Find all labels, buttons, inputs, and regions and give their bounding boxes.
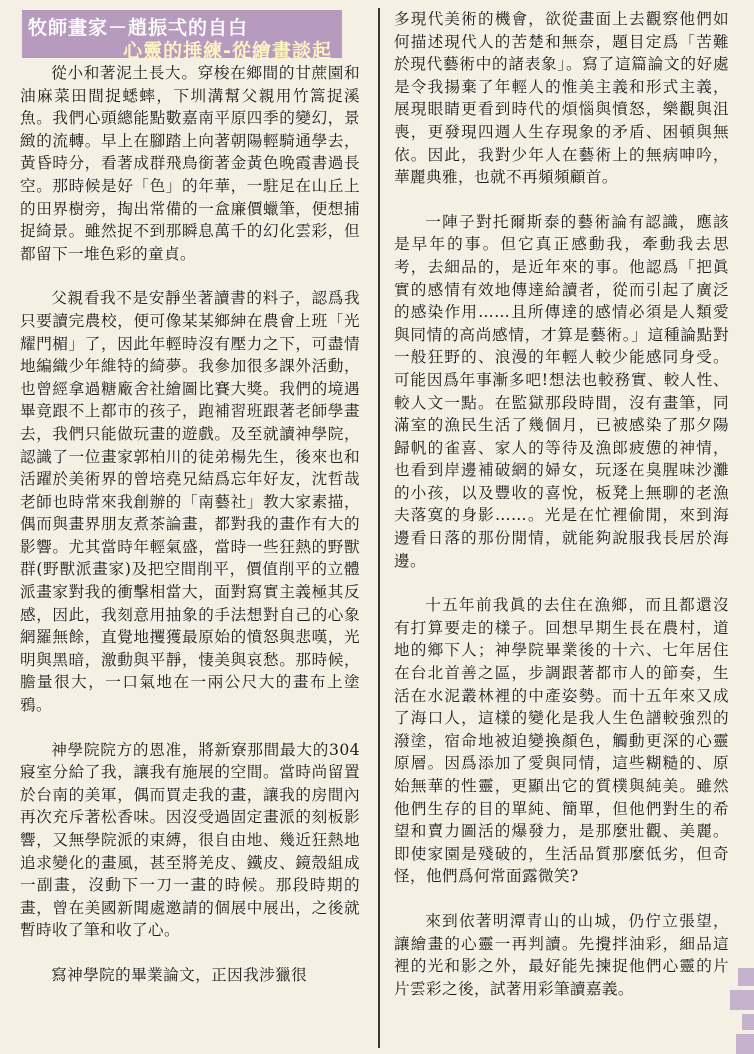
right-column: [394, 8, 729, 1000]
decorative-block: [742, 1014, 754, 1030]
paragraph: 父親看我不是安靜坐著讀書的料子，認爲我只要讀完農校，便可像某某鄉紳在農會上班「光耀門楣」了，因此年輕時沒有壓力之下，可盡情地編織少年維特的綺夢。我參加很多課外活動，也曾經拿過糖廠舍社繪圖比賽大獎。我們的境遇畢竟跟不上都市的孩子，跑補習班跟著老師學畫去，我們只能做玩畫的遊戲。及至就讀神學院，認識了一位畫家郭柏川的徒弟楊先生，後來也和活躍於美術界的曾培堯兄結爲忘年好友，沈哲哉老師也時常來我創辦的「南藝社」教大家素描，偶而與畫界朋友煮茶論畫，都對我的畫作有大的影響。尤其當時年輕氣盛，當時一些狂熱的野獸群(野獸派畫家)及把空間削平，價值削平的立體派畫家對我的衝擊相當大，面對寫實主義極其反感，因此，我刻意用抽象的手法想對自己的心象網羅無餘，直覺地攫獲最原始的憤怒與悲嘆，光明與黑暗，激動與平靜，悽美與哀愁。那時候，膽量很大，一口氣地在一兩公尺大的畫布上塗鴉。: [20, 289, 360, 715]
decorative-block: [736, 1034, 754, 1054]
paragraph: 十五年前我眞的去住在漁鄉，而且都還沒有打算要走的樣子。回想早期生長在農村，道地的鄉下人；神學院畢業後的十六、七年居住在台北首善之區，步調跟著都市人的節奏，生活在水泥叢林裡的中產姿勢。而十五年來又成了海口人，這樣的變化是我人生色譜較強烈的潑塗，宿命地被迫變換顏色，觸動更深的心靈原層。因爲添加了愛與同情，這些糊糙的、原始無華的性靈，更顯出它的質樸與純美。雖然他們生存的目的單純、簡單，但他們對生的希望和賣力圖活的爆發力，是那麼壯觀、美麗。即使家園是殘破的，生活品質那麼低劣，但奇怪，他們爲何常面露微笑?: [394, 596, 729, 886]
decorative-block: [738, 968, 754, 986]
paragraph: 來到依著明潭青山的山城，仍佇立張望，讓繪畫的心靈一再判讀。先攪拌油彩，細品這裡的光和影之外，最好能先揀捉他們心靈的片片雲彩之後，試著用彩筆讀嘉義。: [394, 911, 729, 998]
decorative-block: [730, 990, 754, 1010]
column-divider: [378, 8, 380, 1048]
paragraph: 一陣子對托爾斯泰的藝術論有認識，應該是早年的事。但它真正感動我，牽動我去思考，去細品的，是近年來的事。他認爲「把眞實的感情有效地傳達給讀者，從而引起了廣泛的感染作用……且所傳達的感情必須是人類愛與同情的高尚感情，才算是藝術。」這種論點對一般狂野的、浪漫的年輕人較少能感同身受。可能因爲年事漸多吧!想法也較務實、較人性、較人文一點。在監獄那段時間，沒有畫筆，同滿室的漁民生活了幾個月，已被感染了那夕陽歸帆的雀喜、家人的等待及漁郎疲憊的神情，也看到岸邊補破網的婦女，玩逐在臭腥味沙灘的小孩，以及豐收的喜悅，板凳上無聊的老漁夫落寞的身影……。光是在忙裡偷閒，來到海邊看日落的那份閒情，就能夠說服我長居於海邊。: [394, 212, 729, 570]
article-subtitle: 心靈的捶練-從繪畫談起: [123, 40, 332, 62]
paragraph: 多現代美術的機會，欲從畫面上去觀察他們如何描述現代人的苦楚和無奈，題目定爲「苦難於現代藝術中的諸表象」。寫了這篇論文的好處是令我揚棄了年輕人的惟美主義和形式主義，展現眼睛更看到時代的煩惱與憤怒，樂觀與沮喪，更發現四週人生存現象的矛盾、困頓與無依。因此，我對少年人在藝術上的無病呻吟，華麗典雅，也就不再頻頻顧首。: [394, 10, 729, 187]
title-banner: [22, 10, 342, 62]
paragraph: 神學院院方的恩准，將新寮那間最大的304寢室分給了我，讓我有施展的空間。當時尚留置於台南的美軍，偶而買走我的畫，讓我的房間內再次充斥著松香味。因沒受過固定畫派的刻板影響，又無學院派的束縛，很自由地、幾近狂熱地追求變化的畫風，甚至將羌皮、鐵皮、鏡殼組成一副畫，沒動下一刀一畫的時候。那段時期的畫，曾在美國新聞處邀請的個展中展出，之後就暫時收了筆和收了心。: [20, 740, 360, 940]
paragraph: 從小和著泥土長大。穿梭在鄉間的甘蔗園和油麻菜田間捉蟋蟀，下圳溝幫父親用竹篙捉溪魚。我們心頭總能點數嘉南平原四季的變幻，景緻的流轉。早上在腳踏上向著朝陽輕騎通學去，黃昏時分，看著成群飛鳥銜著金黃色晚霞書過長空。那時候是好「色」的年華，一駐足在山丘上的田界樹旁，掏出常備的一盒廉價蠟筆，便想捕捉綺景。雖然捉不到那瞬息萬千的幻化雲彩，但都留下一堆色彩的童貞。: [20, 64, 360, 263]
article-title: 牧師畫家－趙振弌的自白: [28, 17, 249, 39]
paragraph: 寫神學院的畢業論文，正因我涉獵很: [51, 965, 308, 984]
left-column: [20, 62, 360, 987]
